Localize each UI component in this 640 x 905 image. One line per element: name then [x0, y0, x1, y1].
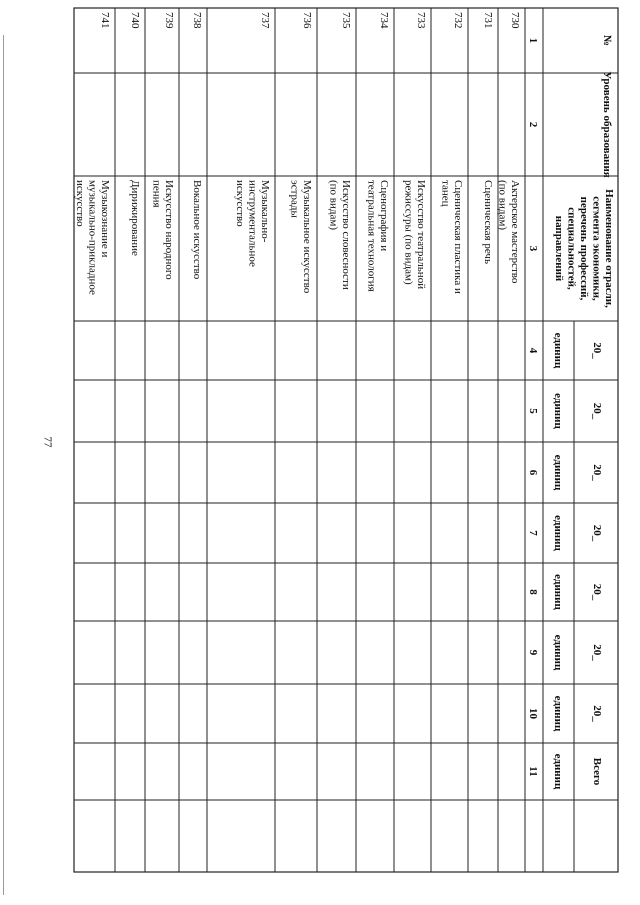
- row-number: 741: [99, 12, 111, 29]
- table-border: [74, 8, 618, 872]
- row-name-line: искусство: [74, 180, 86, 227]
- row-name-line: Музыкознание и: [99, 180, 111, 258]
- header-year: 20_: [591, 342, 603, 359]
- header-unit: единиц: [552, 454, 564, 491]
- header-unit: единиц: [552, 574, 564, 610]
- row-number: 732: [452, 12, 464, 29]
- row-name-line: пения: [150, 180, 163, 208]
- header-level: Уровень образования: [601, 71, 613, 178]
- header-year: 20_: [591, 464, 603, 481]
- header-unit: единиц: [552, 332, 564, 369]
- header-year: 20_: [591, 583, 603, 601]
- page-number: 77: [41, 436, 54, 448]
- row-name-line: эстрады: [288, 180, 301, 218]
- row-name-line: (по видам): [496, 180, 509, 230]
- row-number: 737: [259, 12, 271, 29]
- column-index: 5: [527, 408, 539, 414]
- header-unit: единиц: [552, 634, 564, 671]
- header-unit: единиц: [552, 393, 564, 429]
- row-number: 731: [482, 12, 494, 29]
- column-index: 7: [527, 530, 539, 536]
- column-index: 3: [527, 245, 539, 252]
- header-year: 20_: [591, 644, 603, 661]
- row-name-line: музыкально-прикладное: [86, 180, 99, 295]
- row-name-line: Искусство народного: [163, 180, 175, 280]
- row-name-line: Искусство театральной: [415, 180, 427, 290]
- column-index: 8: [527, 589, 539, 595]
- header-name-line: Наименование отрасли,: [603, 189, 615, 308]
- row-name-line: Дирижирование: [129, 180, 141, 256]
- column-index: 11: [527, 766, 539, 777]
- row-number: 735: [340, 12, 352, 29]
- row-number: 734: [378, 12, 390, 29]
- header-unit: единиц: [552, 695, 564, 732]
- row-name-line: Вокальное искусство: [191, 180, 203, 280]
- column-index: 6: [527, 469, 539, 476]
- row-number: 739: [163, 12, 175, 29]
- header-name-line: перечень профессий,: [578, 196, 590, 301]
- column-index: 9: [527, 649, 539, 656]
- header-year: 20_: [591, 524, 603, 542]
- row-number: 730: [509, 12, 521, 29]
- row-name-line: Искусство словесности: [340, 180, 352, 290]
- header-year: 20_: [591, 402, 603, 420]
- header-year: 20_: [591, 705, 603, 722]
- header-total: Всего: [591, 757, 603, 786]
- row-name-line: Музыкальное искусство: [301, 180, 313, 294]
- row-name-line: искусство: [234, 180, 246, 227]
- row-name-line: режиссуры (по видам): [402, 180, 415, 285]
- row-name-line: Музыкально-: [259, 180, 271, 243]
- row-number: 736: [301, 12, 313, 29]
- row-number: 738: [191, 12, 203, 29]
- row-name-line: Сценическая речь: [482, 180, 494, 264]
- header-name-line: специальностей,: [565, 207, 578, 290]
- column-index: 4: [527, 347, 539, 354]
- row-number: 740: [129, 12, 141, 29]
- row-name-line: Актерское мастерство: [509, 180, 521, 284]
- header-name-line: направлений: [553, 215, 565, 282]
- header-unit: единиц: [552, 515, 564, 551]
- row-number: 733: [415, 12, 427, 29]
- row-name-line: танец: [439, 180, 452, 207]
- header-name-line: сегмента экономики,: [590, 196, 603, 301]
- header-num: №: [601, 34, 613, 47]
- header-unit: единиц: [552, 753, 564, 790]
- row-name-line: (по видам): [327, 180, 340, 230]
- row-name-line: Сценическая пластика и: [452, 180, 464, 294]
- column-index: 2: [527, 121, 539, 128]
- column-index: 1: [527, 37, 539, 44]
- row-name-line: Сценография и: [378, 180, 390, 252]
- row-name-line: театральная технология: [365, 180, 378, 292]
- column-index: 10: [527, 708, 539, 719]
- row-name-line: инструментальное: [246, 180, 259, 267]
